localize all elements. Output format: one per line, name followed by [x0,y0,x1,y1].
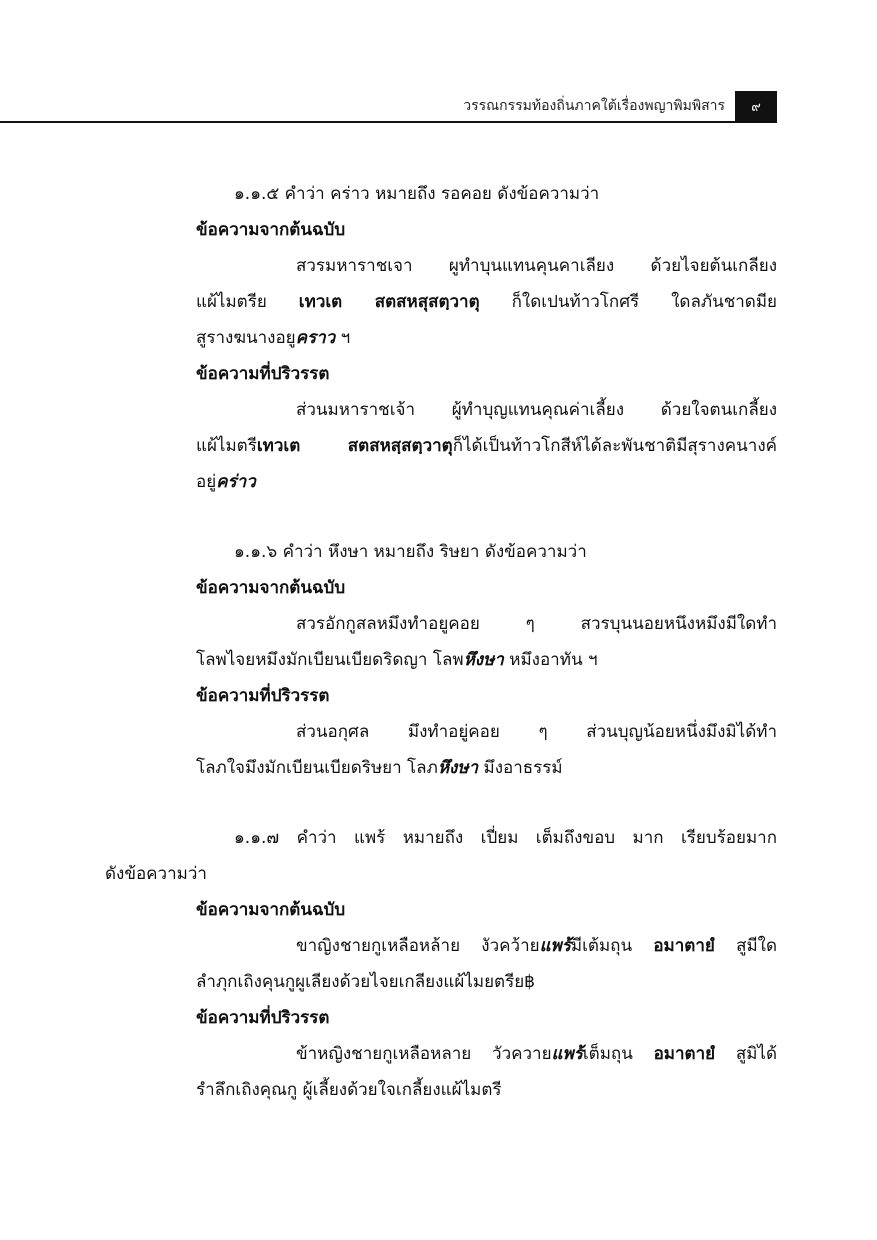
original-heading: ข้อความจากต้นฉบับ [196,578,346,598]
document-body [105,176,777,1108]
revised-text-line: ข้าหญิงชายกูเหลือหลาย วัวควายแพร้เต็มถุน อมาตายํ สูมิได้ [296,1044,777,1064]
original-text-line: สวรมหาราชเจา ผูทำบุนแทนคุนคาเลียง ด้วยไจยต้นเกลียง [296,256,777,276]
revised-heading: ข้อความที่ปริวรรต [196,1008,330,1028]
revised-text-line: รำลึกเถิงคุณกู ผู้เลี้ยงด้วยใจเกลี้ยงแผ้ไมตรี [196,1080,502,1100]
bold-term: เทวเต สตสหสฺสตฺวาตุ [256,436,453,456]
section-intro: ๑.๑.๗ คำว่า แพร้ หมายถึง เปี่ยม เต็มถึงขอบ มาก เรียบร้อยมาก [234,828,777,848]
original-heading: ข้อความจากต้นฉบับ [196,900,346,920]
revised-text-line: ส่วนอกุศล มึงทำอยู่คอย ๆ ส่วนบุญน้อยหนึ่งมึงมิได้ทำ [296,722,777,742]
revised-text-line: ส่วนมหาราชเจ้า ผู้ทำบุญแทนคุณค่าเลี้ยง ด้วยใจตนเกลี้ยง [296,400,777,420]
section-intro: ๑.๑.๕ คำว่า คร่าว หมายถึง รอคอย ดังข้อความว่า [234,184,600,204]
bold-term: อมาตายํ [653,1044,716,1064]
original-text-line: สวรอักกูสลหมึงทำอยูคอย ๆ สวรบุนนอยหนึงหมึงมีใดทำ [296,614,777,634]
original-heading: ข้อความจากต้นฉบับ [196,220,346,240]
revised-text-line: โลภใจมึงมักเบียนเบียดริษยา โลภหึงษา มึงอาธรรม์ [196,758,563,778]
keyword: คร่าว [216,472,256,492]
header-rule [0,121,777,123]
page-number-badge: ๙ [735,91,777,121]
original-text-line: แผ้ไมตรีย เทวเต สตสหสุสตฺวาตุ ก็ใดเปนท้าวโกศรี ใดลภันชาดมีย [196,292,777,312]
revised-heading: ข้อความที่ปริวรรต [196,686,330,706]
page-header-title: วรรณกรรมท้องถิ่นภาคใต้เรื่องพญาพิมพิสาร [463,98,725,114]
keyword: หึงษา [437,758,479,778]
keyword: คราว [295,328,336,348]
keyword: แพร้ [539,936,571,956]
original-text-line: โลพไจยหมึงมักเบียนเบียดริดญา โลพหึงษา หมึงอาทัน ฯ [196,650,598,670]
keyword: แพร้ [551,1044,583,1064]
revised-text-line: อยู่คร่าว [196,472,256,492]
original-text-line: ลำภุกเถิงคุนกูผูเลียงด้วยไจยเกลียงแผ้ไมยตรีย฿ [196,972,535,992]
bold-term: อมาตายํ [653,936,715,956]
section-intro-continued: ดังข้อความว่า [105,864,207,884]
bold-term: เทวเต สตสหสุสตฺวาตุ [298,292,480,312]
original-text-line: สูรางฆนางอยูคราว ฯ [196,328,351,348]
keyword: หึงษา [463,650,504,670]
original-text-line: ขาญิงชายกูเหลือหล้าย งัวคว้ายแพร้มีเต้มถุน อมาตายํ สูมีใด [296,936,777,956]
section-intro: ๑.๑.๖ คำว่า หึงษา หมายถึง ริษยา ดังข้อความว่า [234,542,587,562]
revised-heading: ข้อความที่ปริวรรต [196,364,330,384]
revised-text-line: แผ้ไมตรีเทวเต สตสหสฺสตฺวาตุก็ได้เป็นท้าวโกสีห์ได้ละพันชาติมีสุรางคนางค์ [196,436,777,456]
